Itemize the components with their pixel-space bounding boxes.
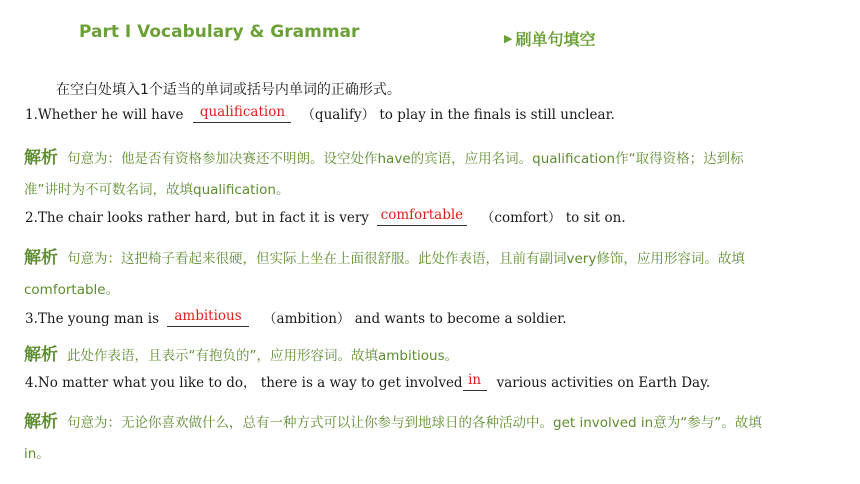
question-2-before: 2.The chair looks rather hard, but in fact it is very — [25, 210, 369, 226]
exercise-type-label: 刷单句填空 — [515, 30, 596, 49]
explanation-3-tag: 解析 — [24, 345, 58, 365]
question-4-answer: in — [468, 372, 482, 388]
question-4-before: 4.No matter what you like to do， there is a way to get involved — [25, 375, 463, 391]
explanation-1 — [24, 143, 769, 206]
question-1 — [25, 103, 615, 123]
explanation-1-tag: 解析 — [24, 148, 58, 168]
section-title: Part Ⅰ Vocabulary & Grammar — [79, 22, 360, 42]
question-2-after: （comfort） to sit on. — [480, 210, 626, 226]
explanation-3-text: 此处作表语，且表示“有抱负的”，应用形容词。故填ambitious。 — [67, 348, 459, 364]
question-4 — [25, 371, 710, 391]
question-3-before: 3.The young man is — [25, 311, 160, 327]
question-3-answer: ambitious — [174, 308, 242, 324]
explanation-4 — [24, 407, 769, 470]
question-3 — [25, 307, 567, 327]
question-4-after: various activities on Earth Day. — [496, 375, 711, 391]
question-3-blank — [167, 309, 249, 327]
explanation-2-text: 句意为：这把椅子看起来很硬，但实际上坐在上面很舒服。此处作表语，且前有副词very修饰，应用形容词。故填comfortable。 — [24, 251, 745, 298]
explanation-2-tag: 解析 — [24, 248, 58, 268]
question-2 — [25, 206, 626, 226]
explanation-2 — [24, 243, 769, 306]
instruction-text: 在空白处填入1个适当的单词或括号内单词的正确形式。 — [56, 82, 401, 98]
question-1-before: 1.Whether he will have — [25, 107, 184, 123]
question-2-blank — [377, 208, 467, 226]
explanation-4-tag: 解析 — [24, 412, 58, 432]
play-triangle-icon: ▶ — [504, 32, 513, 45]
question-4-blank — [463, 373, 487, 391]
question-2-answer: comfortable — [380, 207, 464, 223]
question-1-after: （qualify） to play in the finals is still unclear. — [301, 107, 615, 123]
question-1-answer: qualification — [199, 104, 286, 120]
explanation-1-text: 句意为：他是否有资格参加决赛还不明朗。设空处作have的宾语，应用名词。qualification作“取得资格；达到标准”讲时为不可数名词，故填qualification。 — [24, 151, 744, 198]
exercise-type-heading — [504, 27, 595, 50]
question-1-blank — [193, 105, 291, 123]
question-3-after: （ambition） and wants to become a soldier. — [263, 311, 567, 327]
explanation-3 — [24, 340, 769, 372]
explanation-4-text: 句意为：无论你喜欢做什么，总有一种方式可以让你参与到地球日的各种活动中。get involved in意为“参与”。故填in。 — [24, 415, 762, 462]
